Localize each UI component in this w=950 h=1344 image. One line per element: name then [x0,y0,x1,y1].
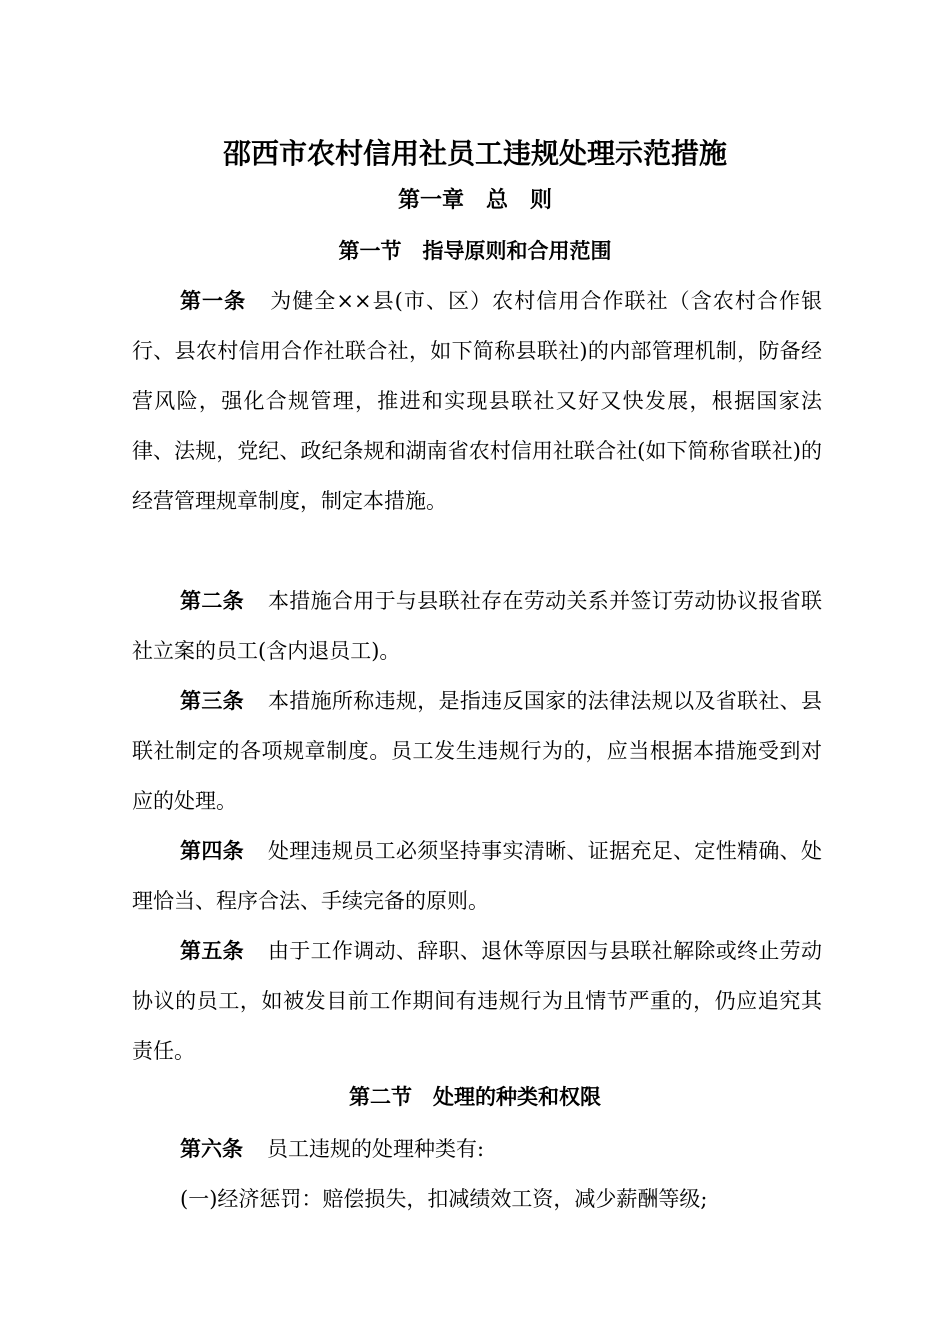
article-5 [132,926,822,1076]
article-label: 第一条 [180,289,247,313]
article-label: 第三条 [180,689,244,713]
article-label: 第四条 [180,839,244,863]
article-text: 本措施合用于与县联社存在劳动关系并签订劳动协议报省联社立案的员工(含内退员工)。 [132,589,823,663]
article-text: 由于工作调动、辞职、退休等原因与县联社解除或终止劳动协议的员工，如被发目前工作期间有违规行为且情节严重的，仍应追究其责任。 [132,939,823,1063]
list-item: (一)经济惩罚：赔偿损失，扣减绩效工资，减少薪酬等级; [180,1187,708,1211]
article-6 [132,1124,822,1174]
article-4 [132,826,822,926]
article-label: 第五条 [180,939,244,963]
section-title-1: 第一节 指导原则和合用范围 [338,239,612,263]
article-3 [132,676,822,826]
article-text: 为健全××县(市、区）农村信用合作联社（含农村合作银行、县农村信用合作社联合社，如下简称县联社)的内部管理机制，防备经营风险，强化合规管理，推进和实现县联社又好又快发展，根据国家法律、法规，党纪、政纪条规和湖南省农村信用社联合社(如下简称省联社)的经营管理规章制度，制定本措施。 [132,289,823,513]
article-2 [132,576,822,676]
chapter-title: 第一章 总 则 [397,188,552,213]
article-text: 处理违规员工必须坚持事实清晰、证据充足、定性精确、处理恰当、程序合法、手续完备的原则。 [132,839,823,913]
section-title-2: 第二节 处理的种类和权限 [349,1085,601,1109]
article-text: 员工违规的处理种类有: [267,1137,485,1161]
document-title: 邵西市农村信用社员工违规处理示范措施 [222,137,727,170]
article-label: 第六条 [180,1137,243,1161]
article-1 [132,276,822,526]
article-text: 本措施所称违规，是指违反国家的法律法规以及省联社、县联社制定的各项规章制度。员工发生违规行为的，应当根据本措施受到对应的处理。 [132,689,823,813]
article-label: 第二条 [180,589,244,613]
